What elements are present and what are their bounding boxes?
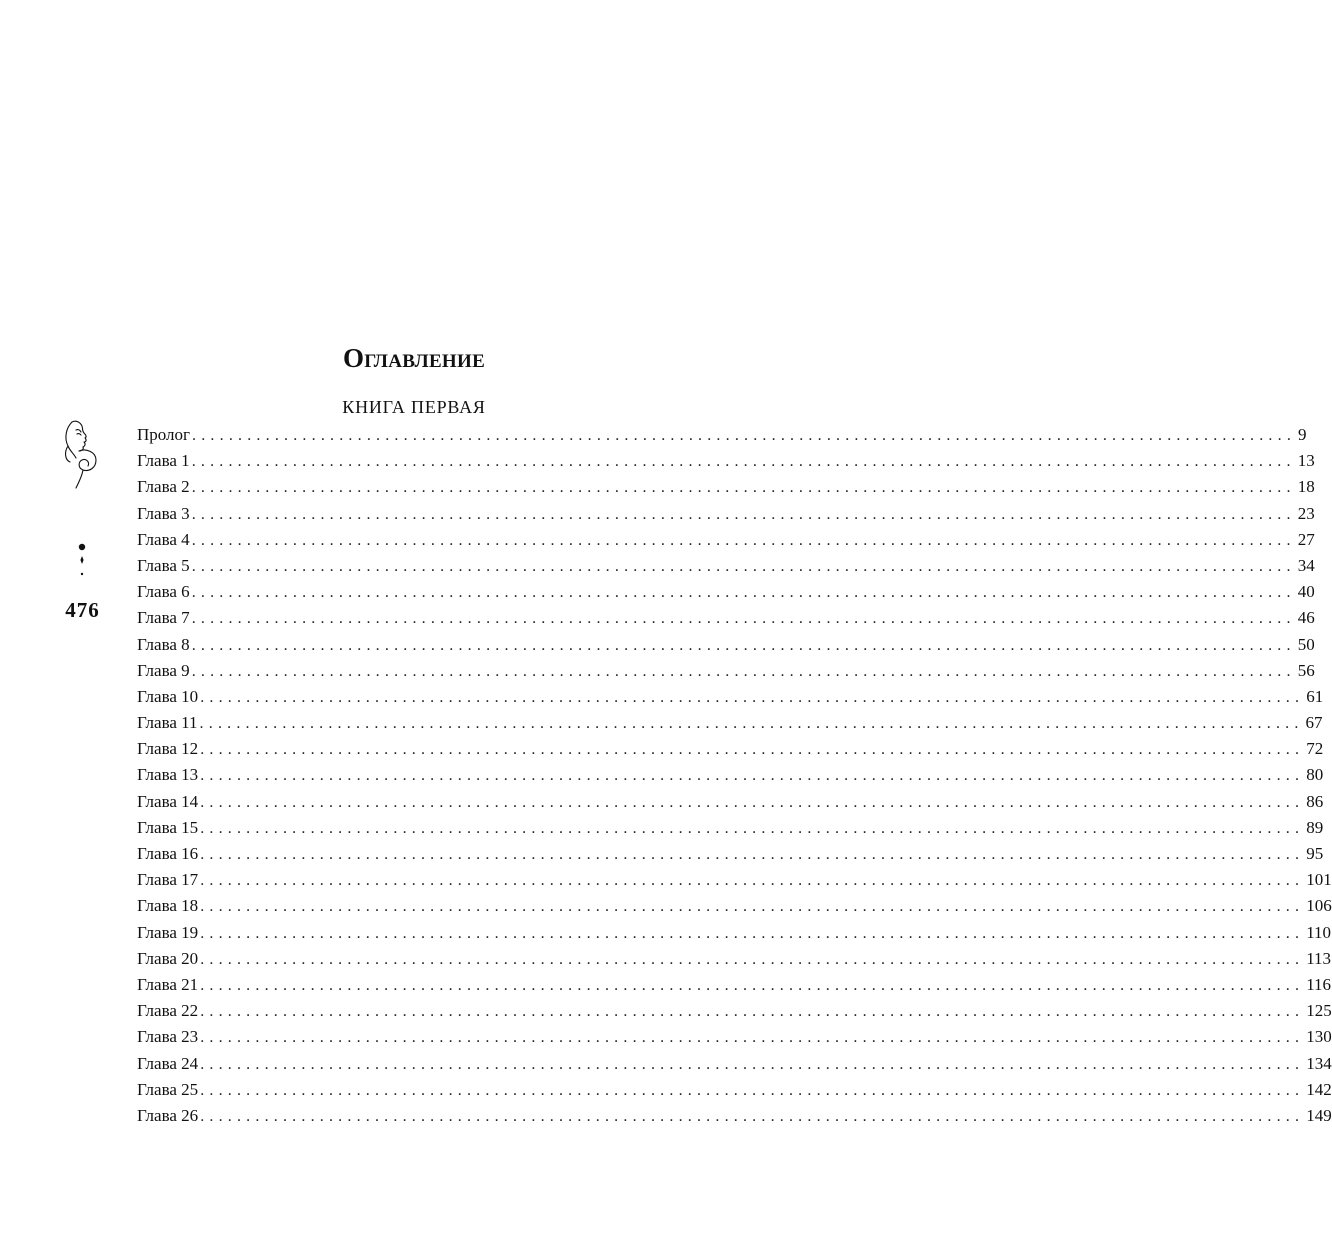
toc-entry-page: 142	[1306, 1079, 1332, 1099]
woman-face-line-drawing-icon	[56, 418, 116, 490]
toc-entry-label: Глава 26	[137, 1105, 199, 1125]
toc-entry	[137, 422, 1307, 448]
toc-dot-leader: ........................................................................................................................	[191, 584, 1296, 602]
toc-entry-label: Пролог	[137, 425, 191, 444]
toc-dot-leader: ........................................................................................................................	[200, 924, 1305, 942]
toc-dot-leader: ........................................................................................................................	[191, 531, 1296, 549]
toc-entry-label: Глава 1	[137, 451, 190, 471]
toc-entry-page: 46	[1297, 608, 1315, 628]
toc-entry	[137, 684, 1324, 710]
toc-dot-leader: ........................................................................................................................	[200, 1055, 1305, 1073]
toc-entry-page: 56	[1297, 660, 1315, 680]
toc-entry	[137, 1077, 1332, 1103]
toc-dot-leader: ........................................................................................................................	[191, 479, 1296, 497]
toc-entry-label: Глава 11	[137, 713, 198, 733]
toc-entry	[137, 658, 1315, 684]
toc-entry	[137, 867, 1332, 893]
toc-dot-leader: ........................................................................................................................	[191, 662, 1296, 680]
toc-entry	[137, 553, 1315, 579]
toc-entry-page: 106	[1306, 896, 1332, 916]
toc-entry	[137, 920, 1332, 946]
toc-entry	[137, 501, 1315, 527]
toc-entry-page: 130	[1306, 1027, 1332, 1047]
toc-entry-page: 34	[1297, 555, 1315, 575]
toc-entry-label: Глава 12	[137, 739, 199, 759]
toc-entry	[137, 841, 1324, 867]
toc-entry	[137, 998, 1332, 1024]
toc-entry	[137, 1051, 1332, 1077]
toc-entry	[137, 448, 1315, 474]
toc-dot-leader: ........................................................................................................................	[200, 1107, 1305, 1125]
section-title: КНИГА ПЕРВАЯ	[342, 397, 486, 417]
toc-entry-page: 116	[1306, 974, 1332, 994]
toc-entry-label: Глава 13	[137, 765, 199, 785]
toc-entry-label: Глава 19	[137, 922, 199, 942]
toc-entry-label: Глава 4	[137, 529, 190, 549]
toc-entry-label: Глава 20	[137, 948, 199, 968]
toc-entry	[137, 605, 1315, 631]
toc-dot-leader: ........................................................................................................................	[200, 846, 1305, 863]
toc-dot-leader: ........................................................................................................................	[200, 872, 1305, 890]
toc-entry-label: Глава 14	[137, 791, 199, 811]
table-of-contents	[137, 422, 1332, 1129]
toc-dot-leader: ........................................................................................................................	[199, 715, 1304, 733]
toc-entry-page: 86	[1306, 791, 1324, 811]
toc-entry	[137, 710, 1323, 736]
toc-dot-leader: ........................................................................................................................	[200, 1081, 1305, 1099]
toc-entry-label: Глава 25	[137, 1079, 199, 1099]
toc-entry-page: 13	[1297, 451, 1315, 471]
toc-entry-label: Глава 23	[137, 1027, 199, 1047]
page-title: Оглавление	[342, 343, 486, 373]
toc-dot-leader: ........................................................................................................................	[200, 819, 1305, 837]
toc-entry-label: Глава 22	[137, 1001, 199, 1021]
toc-entry	[137, 789, 1324, 815]
toc-entry-label: Глава 16	[137, 844, 199, 863]
vertical-dots-ornament-icon	[76, 542, 88, 578]
toc-entry	[137, 1103, 1332, 1129]
toc-entry-label: Глава 21	[137, 974, 199, 994]
toc-dot-leader: ........................................................................................................................	[191, 636, 1296, 654]
toc-entry-page: 61	[1306, 686, 1324, 706]
toc-dot-leader: ........................................................................................................................	[191, 505, 1296, 523]
toc-entry-label: Глава 2	[137, 477, 190, 497]
toc-dot-leader: ........................................................................................................................	[200, 950, 1305, 968]
toc-dot-leader: ........................................................................................................................	[191, 453, 1296, 471]
toc-entry	[137, 893, 1332, 919]
toc-entry	[137, 946, 1332, 972]
toc-entry-page: 50	[1297, 634, 1315, 654]
toc-entry-page: 149	[1306, 1105, 1332, 1125]
toc-entry-label: Глава 17	[137, 870, 199, 890]
toc-entry	[137, 762, 1324, 788]
toc-entry	[137, 474, 1315, 500]
toc-entry-page: 9	[1298, 425, 1307, 444]
toc-entry-label: Глава 24	[137, 1053, 199, 1073]
toc-entry-label: Глава 18	[137, 896, 199, 916]
toc-entry	[137, 632, 1315, 658]
toc-entry-page: 101	[1306, 870, 1332, 890]
toc-entry-page: 72	[1306, 739, 1324, 759]
toc-dot-leader: ........................................................................................................................	[200, 898, 1305, 916]
toc-dot-leader: ........................................................................................................................	[192, 427, 1297, 444]
toc-dot-leader: ........................................................................................................................	[200, 976, 1305, 994]
toc-dot-leader: ........................................................................................................................	[200, 741, 1305, 759]
toc-entry-page: 23	[1297, 503, 1315, 523]
toc-entry-label: Глава 8	[137, 634, 190, 654]
toc-entry-label: Глава 3	[137, 503, 190, 523]
toc-entry-page: 134	[1306, 1053, 1332, 1073]
page-number: 476	[65, 598, 100, 622]
toc-dot-leader: ........................................................................................................................	[200, 793, 1305, 811]
toc-entry-page: 40	[1297, 582, 1315, 602]
toc-entry-page: 18	[1297, 477, 1315, 497]
toc-dot-leader: ........................................................................................................................	[200, 688, 1305, 706]
toc-dot-leader: ........................................................................................................................	[200, 1003, 1305, 1021]
toc-entry	[137, 579, 1315, 605]
toc-entry-label: Глава 15	[137, 817, 199, 837]
toc-entry	[137, 736, 1324, 762]
toc-entry-page: 80	[1306, 765, 1324, 785]
toc-entry-label: Глава 6	[137, 582, 190, 602]
toc-entry-page: 95	[1306, 844, 1324, 863]
toc-entry-page: 67	[1305, 713, 1323, 733]
toc-entry-page: 89	[1306, 817, 1324, 837]
toc-entry-label: Глава 10	[137, 686, 199, 706]
toc-dot-leader: ........................................................................................................................	[191, 610, 1296, 628]
toc-entry-label: Глава 7	[137, 608, 190, 628]
toc-entry-page: 110	[1306, 922, 1332, 942]
toc-entry	[137, 1024, 1332, 1050]
toc-dot-leader: ........................................................................................................................	[200, 1029, 1305, 1047]
toc-entry-page: 125	[1306, 1001, 1332, 1021]
toc-dot-leader: ........................................................................................................................	[191, 557, 1296, 575]
toc-entry	[137, 527, 1315, 553]
toc-dot-leader: ........................................................................................................................	[200, 767, 1305, 785]
toc-entry	[137, 815, 1324, 841]
toc-entry-page: 113	[1306, 948, 1332, 968]
toc-entry-page: 27	[1297, 529, 1315, 549]
toc-entry-label: Глава 5	[137, 555, 190, 575]
toc-entry	[137, 972, 1332, 998]
toc-entry-label: Глава 9	[137, 660, 190, 680]
